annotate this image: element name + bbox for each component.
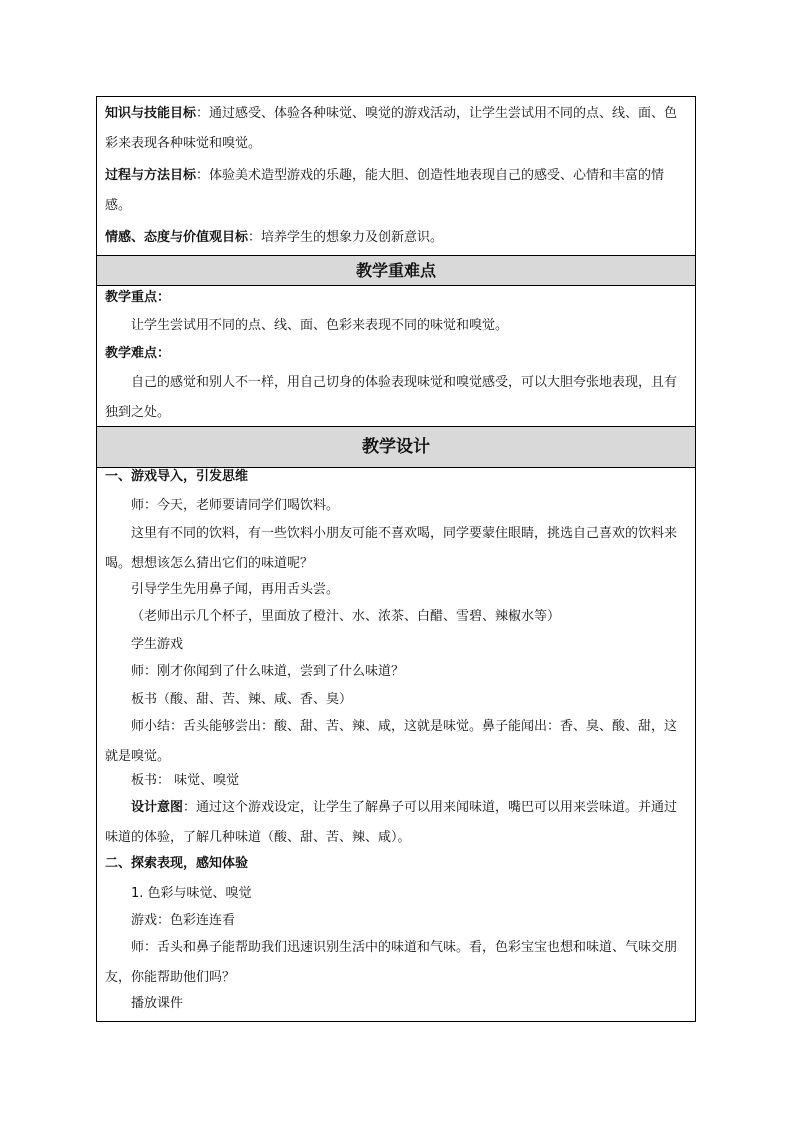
process-objective bbox=[105, 161, 687, 221]
design-intent-label: 设计意图 bbox=[131, 800, 184, 815]
design-q1: 1. 色彩与味觉、嗅觉 bbox=[131, 886, 252, 901]
difficulty-text: 自己的感觉和别人不一样，用自己切身的体验表现味觉和嗅觉感受，可以大胆夸张地表现，且有独到之处。 bbox=[105, 375, 678, 420]
emotion-objective-label: 情感、态度与价值观目标 bbox=[105, 230, 249, 245]
design-intent-text: ：通过这个游戏设定，让学生了解鼻子可以用来闻味道，嘴巴可以用来尝味道。并通过味道的体验，了解几种味道（酸、甜、苦、辣、咸）。 bbox=[105, 800, 678, 845]
design-p5: 学生游戏 bbox=[131, 637, 184, 652]
design-p2: 这里有不同的饮料，有一些饮料小朋友可能不喜欢喝，同学要蒙住眼睛，挑选自己喜欢的饮料来喝。想想该怎么猜出它们的味道呢？ bbox=[105, 526, 678, 571]
objectives-section bbox=[97, 97, 695, 256]
lesson-plan-table bbox=[96, 96, 696, 1022]
design-p4: （老师出示几个杯子，里面放了橙汁、水、浓茶、白醋、雪碧、辣椒水等） bbox=[131, 609, 561, 624]
part1-title: 一、游戏导入，引发思维 bbox=[105, 469, 249, 484]
design-q3: 师：舌头和鼻子能帮助我们迅速识别生活中的味道和气味。看，色彩宝宝也想和味道、气味交朋友，你能帮助他们吗？ bbox=[105, 940, 678, 985]
teaching-design-body bbox=[97, 468, 695, 1021]
process-objective-text: ：体验美术造型游戏的乐趣，能大胆、创造性地表现自己的感受、心情和丰富的情感。 bbox=[105, 168, 665, 213]
process-objective-label: 过程与方法目标 bbox=[105, 168, 197, 183]
knowledge-objective bbox=[105, 99, 687, 159]
design-p1: 师：今天，老师要请同学们喝饮料。 bbox=[131, 498, 340, 513]
design-q2: 游戏：色彩连连看 bbox=[131, 913, 236, 928]
design-intent bbox=[105, 793, 687, 853]
design-p9: 板书： 味觉、嗅觉 bbox=[131, 773, 240, 788]
design-p7: 板书（酸、甜、苦、辣、咸、香、臭） bbox=[131, 692, 353, 707]
difficulty-label: 教学难点： bbox=[105, 346, 171, 361]
focus-text: 让学生尝试用不同的点、线、面、色彩来表现不同的味觉和嗅觉。 bbox=[131, 318, 509, 333]
key-points-section bbox=[97, 286, 695, 427]
key-points-header: 教学重难点 bbox=[97, 256, 695, 286]
emotion-objective-text: ：培养学生的想象力及创新意识。 bbox=[248, 230, 444, 245]
design-p6: 师：刚才你闻到了什么味道，尝到了什么味道？ bbox=[131, 664, 405, 679]
emotion-objective bbox=[105, 223, 687, 253]
teaching-design-header: 教学设计 bbox=[97, 427, 695, 468]
knowledge-objective-text: ：通过感受、体验各种味觉、嗅觉的游戏活动，让学生尝试用不同的点、线、面、色彩来表现各种味觉和嗅觉。 bbox=[105, 106, 678, 151]
design-p3: 引导学生先用鼻子闻，再用舌头尝。 bbox=[131, 582, 340, 597]
knowledge-objective-label: 知识与技能目标 bbox=[105, 106, 197, 121]
design-q4: 播放课件 bbox=[131, 996, 184, 1011]
design-p8: 师小结：舌头能够尝出：酸、甜、苦、辣、咸，这就是味觉。鼻子能闻出：香、臭、酸、甜，这就是嗅觉。 bbox=[105, 719, 678, 764]
part2-title: 二、探索表现，感知体验 bbox=[105, 856, 249, 871]
focus-label: 教学重点： bbox=[105, 290, 171, 305]
